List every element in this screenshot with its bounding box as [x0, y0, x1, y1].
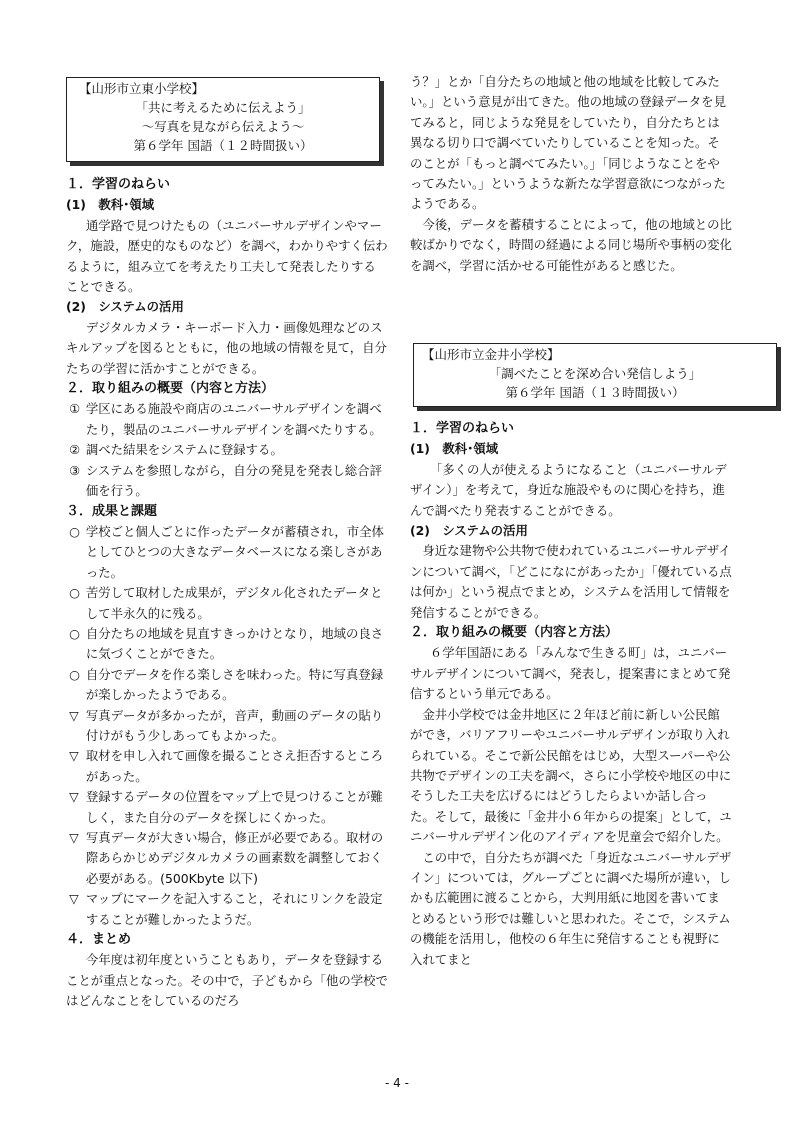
list-item-text: 取材を申し入れて画像を撮ることさえ拒否するところがあった。	[85, 748, 384, 784]
list-marker: ▽	[69, 891, 79, 907]
list-item-text: 自分たちの地域を見直すきっかけとなり，地域の良さに気づくことができた。	[85, 625, 384, 662]
list-item	[66, 440, 388, 460]
lesson-title: 「共に考えるために伝えよう」	[135, 100, 311, 115]
right-column-top	[410, 72, 732, 276]
section-heading: ２．取り組みの概要（内容と方法）	[410, 625, 619, 641]
subsection-heading: (2) システムの活用	[66, 299, 184, 315]
paragraph: 金井小学校では金井地区に２年ほど前に新しい公民館ができ，バリアフリーやユニバーサルデザインが取り入れられている。そこで新公民館をはじめ，大型スーパーや公共物でデザインの工夫を調べ，さらに小学校や地区の中にそうした工夫を広げるにはどうしたらよいか話し合った。そして，最後に「金井小６年からの提案」として，ユニバーサルデザイン化のアイディアを児童会で紹介した。	[410, 706, 732, 845]
school-name: 【山形市立東小学校】	[79, 81, 205, 96]
subsection-heading: (1) 教科･領域	[66, 197, 155, 213]
paragraph: 身近な建物や公共物で使われているユニバーサルデザインについて調べ，「どこになにがあったか」「優れている点は何か」という視点でまとめ，システムを活用して情報を発信することができる。	[410, 543, 732, 620]
list-item	[66, 746, 388, 787]
list-item	[66, 399, 388, 440]
section-heading: １．学習のねらい	[66, 177, 171, 192]
subsection-heading: (2) システムの活用	[410, 523, 528, 539]
list-item	[66, 889, 388, 930]
list-item-text: 調べた結果をシステムに登録する。	[85, 442, 283, 458]
subsection-heading: (1) 教科･領域	[410, 441, 499, 457]
list-item-text: 学校ごと個人ごとに作ったデータが蓄積され，市全体としてひとつの大きなデータベースになる楽しさがあった。	[85, 523, 384, 580]
school-header-box-kanai	[413, 343, 777, 407]
school-name: 【山形市立金井小学校】	[422, 347, 560, 362]
list-item	[66, 583, 388, 624]
list-marker: ○	[69, 585, 80, 601]
list-item-text: 写真データが多かったが，音声，動画のデータの貼り付けがもう少しあってもよかった。	[85, 707, 384, 743]
lesson-grade: 第６学年 国語（１２時間扱い）	[133, 138, 313, 153]
list-marker: ▽	[69, 830, 79, 845]
page-number: - 4 -	[385, 1076, 409, 1090]
section-heading: ４．まとめ	[66, 932, 132, 948]
section-heading: ３．成果と課題	[66, 503, 158, 519]
list-item-text: 登録するデータの位置をマップ上で見つけることが難しく，また自分のデータを探しにくかった。	[85, 789, 383, 825]
paragraph: う？」とか「自分たちの地域と他の地域を比較してみたい。」という意見が出てきた。他の地域の登録データを見てみると，同じような発見をしていたり，自分たちとは異なる切り口で調べていたりしていることを知った。そのことが「もっと調べてみたい。」「同じようなことをやってみたい。」というような新たな学習意欲につながったようである。	[410, 74, 726, 212]
list-item-text: マップにマークを記入すること，それにリンクを設定することが難しかったようだ。	[85, 891, 383, 927]
paragraph: 今年度は初年度ということもあり，データを登録することが重点となった。その中で，子どもから「他の学校ではどんなことをしているのだろ	[66, 952, 388, 1009]
list-item	[66, 461, 388, 502]
list-marker: ③	[69, 462, 81, 478]
list-item	[66, 787, 388, 828]
paragraph: 今後，データを蓄積することによって，他の地域との比較ばかりでなく，時間の経過による同じ場所や事柄の変化を調べ，学習に活かせる可能性があると感じた。	[410, 216, 732, 273]
list-marker: ○	[69, 625, 80, 641]
list-marker: ○	[69, 666, 80, 682]
list-item	[66, 828, 388, 889]
list-item	[66, 624, 388, 665]
list-marker: ○	[69, 523, 80, 539]
list-item	[66, 665, 388, 706]
paragraph: この中で，自分たちが調べた「身近なユニバーサルデザイン」については，グループごとに調べた場所が違い，しかも広範囲に渡ることから，大判用紙に地図を書いてまとめるという形では難しいと思われた。そこで，システムの機能を活用し，他校の６年生に発信することも視野に入れてまと	[410, 849, 732, 967]
lesson-grade: 第６学年 国語（１３時間扱い）	[505, 385, 685, 400]
list-item-text: システムを参照しながら，自分の発見を発表し総合評価を行う。	[85, 462, 382, 499]
list-item-text: 苦労して取材した成果が，デジタル化されたデータとして半永久的に残る。	[85, 585, 383, 621]
lesson-subtitle: 〜写真を見ながら伝えよう〜	[141, 119, 305, 134]
list-item-text: 写真データが大きい場合，修正が必要である。取材の際あらかじめデジタルカメラの画素数を調整しておく必要がある。(500Kbyte 以下)	[85, 830, 384, 886]
school-header-box-higashi	[66, 77, 380, 162]
lesson-title: 「調べたことを深め合い発信しよう」	[488, 366, 702, 381]
list-item	[66, 522, 388, 583]
paragraph: 通学路で見つけたもの（ユニバーサルデザインやマーク，施設，歴史的なものなど）を調べ，わかりやすく伝わるように，組み立てを考えたり工夫して発表したりすることできる。	[66, 217, 388, 295]
paragraph: デジタルカメラ・キーボード入力・画像処理などのスキルアップを図るとともに，他の地域の情報を見て，自分たちの学習に活かすことができる。	[66, 319, 387, 376]
list-item-text: 自分でデータを作る楽しさを味わった。特に写真登録が楽しかったようである。	[85, 666, 384, 703]
list-item	[66, 706, 388, 747]
list-marker: ▽	[69, 748, 79, 764]
paragraph: 「多くの人が使えるようになること（ユニバーサルデザイン）」を考えて，身近な施設やものに関心を持ち，進んで調べたり発表することができる。	[410, 461, 727, 518]
section-heading: １．学習のねらい	[410, 421, 515, 436]
list-marker: ①	[69, 401, 81, 417]
section-heading: ２．取り組みの概要（内容と方法）	[66, 381, 275, 397]
left-column	[66, 175, 388, 1012]
paragraph: ６学年国語にある「みんなで生きる町」は，ユニバーサルデザインについて調べ，発表し，提案書にまとめて発信するという単元である。	[410, 645, 731, 702]
right-column-bottom	[410, 419, 732, 970]
list-marker: ▽	[69, 789, 79, 805]
list-marker: ②	[69, 442, 81, 458]
list-item-text: 学区にある施設や商店のユニバーサルデザインを調べたり，製品のユニバーサルデザインを調べたりする。	[85, 401, 382, 437]
list-marker: ▽	[69, 707, 79, 723]
